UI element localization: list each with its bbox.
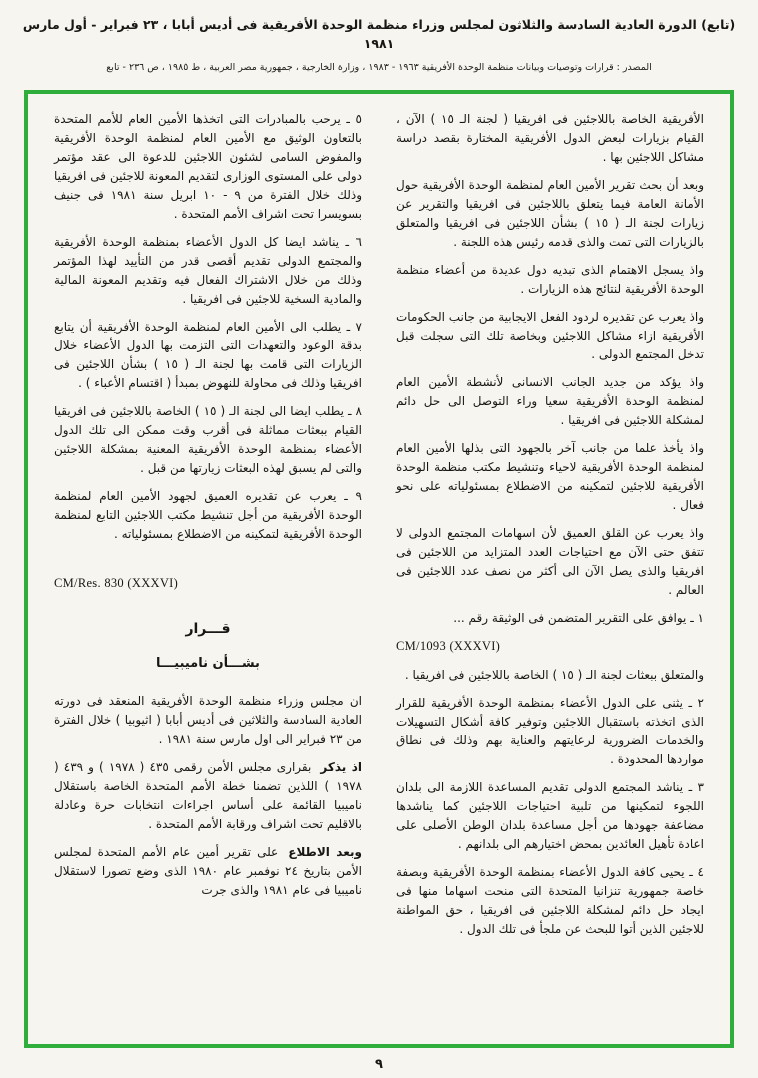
operative-item-3: ٣ ـ يناشد المجتمع الدولى تقديم المساعدة اللازمة الى بلدان اللجوء لتمكينها من تلبية احتياجات اللاجئين كما يناشدها مضاعفة جهودها من أجل مساعدة بلدان الوطن الأصلى على اعادة تأهيل العائدين بمحض اختيارهم الى بلدانهم .: [396, 780, 704, 852]
operative-item-2: ٢ ـ يثنى على الدول الأعضاء بمنظمة الوحدة الأفريقية للقرار الذى اتخذته باستقبال اللاجئين وتوفير كافة أشكال التسهيلات والخدمات الضرورية لرعايتهم والعناية بهم وذلك فى نطاق مواردها المحدودة .: [396, 695, 704, 767]
paragraph-preamble-concern: واذ يعرب عن القلق العميق لأن اسهامات المجتمع الدولى لا تتفق حتى الآن مع احتياجات العدد المتزايد من اللاجئين فى افريقيا والذى يصل الآن الى أكثر من نصف عدد اللاجئين فى العالم .: [396, 526, 704, 597]
operative-item-6: ٦ ـ يناشد ايضا كل الدول الأعضاء بمنظمة الوحدة الأفريقية والمجتمع الدولى تقديم أقصى قدر من التأييد لهذا المؤتمر وذلك من خلال الاشتراك الفعال فيه وتقديم المعونة المالية والمادية السخية للاجئين فى افريقيا .: [54, 234, 362, 306]
bold-lead-recalling: اذ يذكر: [320, 760, 362, 775]
operative-item-5: ٥ ـ يرحب بالمبادرات التى اتخذها الأمين العام للأمم المتحدة بالتعاون الوثيق مع الأمين العام لمنظمة الوحدة الأفريقية والمفوض السامى لشئون اللاجئين للدعوة الى عقد مؤتمر دولى على المستوى الوزارى لتقديم المعونة للاجئين فى افريقيا وذلك خلال الفترة من ٩ - ١٠ ابريل سنة ١٩٨١ فى جنيف بسويسرا تحت اشراف الأمم المتحدة .: [54, 112, 362, 221]
bold-lead-having-reviewed: وبعد الاطلاع: [288, 845, 362, 860]
paragraph-preamble-taking-note: واذ يأخذ علما من جانب آخر بالجهود التى بذلها الأمين العام لمنظمة الوحدة الأفريقية لاحياء وتنشيط مكتب منظمة الوحدة الأفريقية للاجئين لتمكينه من الاضطلاع بمسئولياته على نحو فعال .: [396, 441, 704, 513]
resolution-subtitle-namibia: بشـــأن ناميبيـــا: [156, 655, 260, 671]
paragraph-continuation: الأفريقية الخاصة باللاجئين فى افريقيا ( لجنة الـ ١٥ ) الآن ، القيام بزيارات لبعض الدول الأفريقية المختارة بقصد دراسة مشاكل اللاجئين بها .: [396, 112, 704, 164]
content-frame: [24, 90, 734, 1048]
paragraph-preamble-reaffirming: واذ يؤكد من جديد الجانب الانسانى لأنشطة الأمين العام لمنظمة الوحدة الأفريقية سعيا وراء التوصل الى حل دائم لمشكلة اللاجئين فى افريقيا .: [396, 375, 704, 428]
operative-item-9: ٩ ـ يعرب عن تقديره العميق لجهود الأمين العام لمنظمة الوحدة الأفريقية من أجل تنشيط مكتب اللاجئين التابع لمنظمة الوحدة الأفريقية لتمكينه من الاضطلاع بمسئولياته .: [54, 489, 362, 542]
paragraph-preamble-appreciation: واذ يعرب عن تقديره لردود الفعل الايجابية من جانب الحكومات الأفريقية ازاء مشاكل اللاجئين وبخاصة تلك التى سجلت قبل تدخل المجتمع الدولى .: [396, 309, 704, 362]
operative-item-1-continuation: والمتعلق ببعثات لجنة الـ ( ١٥ ) الخاصة باللاجئين فى افريقيا .: [404, 667, 704, 682]
two-column-layout: [54, 110, 704, 1036]
resolution-title: قـــرار: [185, 620, 231, 637]
document-header: [14, 16, 744, 73]
operative-item-1: ١ ـ يوافق على التقرير المتضمن فى الوثيقة رقم ...: [453, 610, 704, 625]
paragraph-recalling: [54, 758, 362, 834]
operative-item-4: ٤ ـ يحيى كافة الدول الأعضاء بمنظمة الوحدة الأفريقية وبصفة خاصة جمهورية تنزانيا المتحدة التى منحت اسهاما منها فى ايجاد حل دائم لمشكلة اللاجئين فى افريقيا ، حق المواطنة للاجئين الذين أتوا للبحث عن ملجأ فى تلك الدول .: [396, 865, 704, 937]
paragraph-having-reviewed: [54, 843, 362, 900]
paragraph-preamble-noting: واذ يسجل الاهتمام الذى تبديه دول عديدة من أعضاء منظمة الوحدة الأفريقية لنتائج هذه الزيارات .: [396, 262, 704, 296]
paragraph-having-reviewed-text: على تقرير أمين عام الأمم المتحدة لمجلس الأمن بتاريخ ٢٤ نوفمبر عام ١٩٨٠ الذى وضع تصورا لاستقلال ناميبيا فى عام ١٩٨١ والذى جرت: [54, 845, 362, 897]
source-line: المصدر : قرارات وتوصيات وبيانات منظمة الوحدة الأفريقية ١٩٦٣ - ١٩٨٣ ، وزارة الخارجية ، جمهورية مصر العربية ، ط ١٩٨٥ ، ص ٢٣٦ - تابع: [106, 61, 652, 73]
paragraph-recalling-text: بقرارى مجلس الأمن رقمى ٤٣٥ ( ١٩٧٨ ) و ٤٣٩ ( ١٩٧٨ ) اللذين تضمنا خطة الأمم المتحدة الخاصة باستقلال ناميبيا القائمة على أساس اجراءات انتخابات حرة وعادلة بالاقليم تحت اشراف ورقابة الأمم المتحدة .: [54, 760, 362, 832]
paragraph-council-intro: ان مجلس وزراء منظمة الوحدة الأفريقية المنعقد فى دورته العادية السادسة والثلاثين فى أديس أبابا ( اثيوبيا ) خلال الفترة من ٢٣ فبراير الى اول مارس سنة ١٩٨١ .: [54, 694, 362, 747]
document-reference-cm1093: CM/1093 (XXXVI): [396, 638, 501, 653]
resolution-number-cmres830: CM/Res. 830 (XXXVI): [54, 576, 179, 591]
column-left: [54, 110, 362, 909]
paragraph-preamble-considered: وبعد أن بحث تقرير الأمين العام لمنظمة الوحدة الأفريقية حول الأمانة العامة فيما يتعلق باللاجئين فى افريقيا والتقرير عن زيارات لجنة الـ ( ١٥ ) بشأن اللاجئين فى افريقيا والمتعلق بالزيارات التى تمت والذى قدمه رئيس هذه اللجنة .: [396, 177, 704, 249]
column-right: [396, 110, 704, 948]
page-number: ٩: [375, 1057, 383, 1072]
operative-item-7: ٧ ـ يطلب الى الأمين العام لمنظمة الوحدة الأفريقية أن يتابع بدقة الوعود والتعهدات التى التزمت بها الدول الأعضاء خلال الزيارات التى قامت بها لجنة الـ ( ١٥ ) بشأن اللاجئين فى افريقيا وذلك فى محاولة للنهوض بمبدأ ( اقتسام الأعباء ) .: [54, 319, 363, 391]
session-title: (تابع) الدورة العادية السادسة والثلاثون لمجلس وزراء منظمة الوحدة الأفريقية فى أديس أبابا ، ٢٣ فبراير - أول مارس ١٩٨١: [22, 17, 736, 51]
operative-item-8: ٨ ـ يطلب ايضا الى لجنة الـ ( ١٥ ) الخاصة باللاجئين فى افريقيا القيام ببعثات مماثلة فى أقرب وقت ممكن الى تلك الدول الأعضاء بمنظمة الوحدة الأفريقية المعنية بمشكلة اللاجئين والتى لم يسبق لهذه البعثات زيارتها من قبل .: [54, 404, 362, 476]
